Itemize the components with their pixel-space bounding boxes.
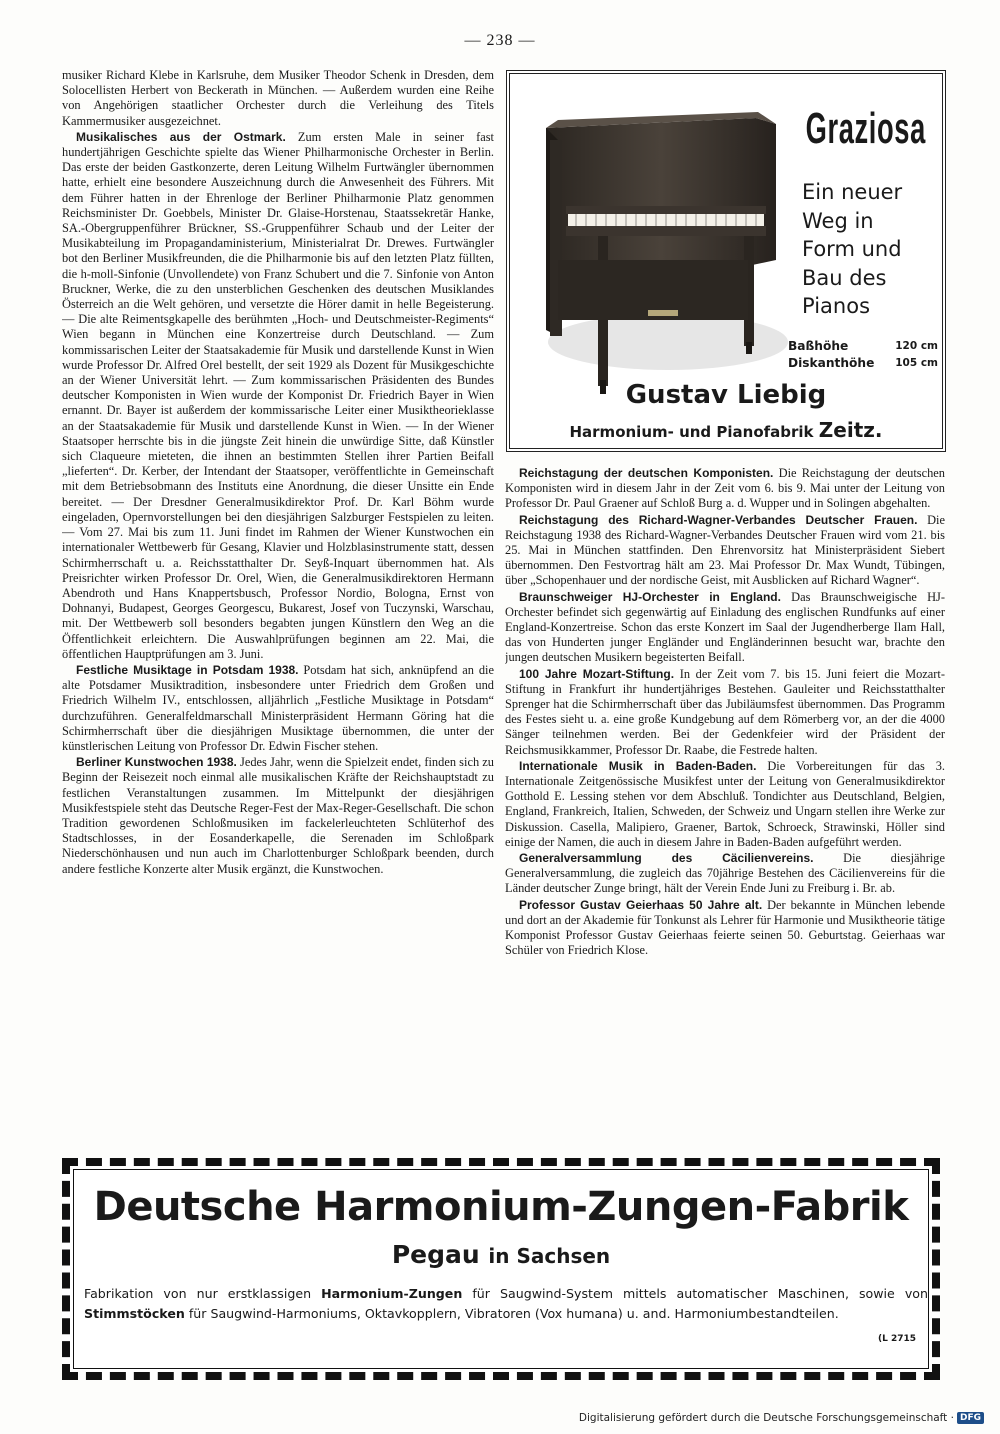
factory-name: Harmonium- und Pianofabrik <box>569 423 814 441</box>
slogan-line: Form und <box>802 237 902 261</box>
article-paragraph <box>505 851 945 897</box>
slogan-line: Weg in <box>802 208 874 233</box>
article-text: Die Reichstagung der deutschen Komponisten wird in diesem Jahr in der Zeit vom 6. bis 9. Mai unter der Leitung von Professor Dr. Paul Graener auf Schloß Burg a. d. Wupper und in Solingen abgehalten. <box>505 466 945 511</box>
factory-line <box>510 418 942 442</box>
article-text: Potsdam hat sich, anknüpfend an die alte Potsdamer Musiktradition, insbesondere unter Friedrich dem Großen und Friedrich Wilhelm IV., entschlossen, alljährlich „Festliche Musiktage in Potsdam“ durchzuführen. Generalfeldmarschall Ministerpräsident Hermann Göring hat die Schirmherrschaft über die diesjährigen Musiktage übernommen, die unter der künstlerischen Leitung von Professor Dr. Edwin Fischer stehen. <box>62 662 494 753</box>
ad-text-segment: für Saugwind-Harmoniums, Oktavkopplern, Vibratoren (Vox humana) u. and. Harmoniumbestandteilen. <box>188 1306 839 1321</box>
ad-slogan <box>802 178 942 321</box>
factory-city: Zeitz. <box>818 418 883 442</box>
article-text: In der Zeit vom 7. bis 15. Juni feiert die Mozart-Stiftung in Frankfurt ihr hundertjähriges Bestehen. Gauleiter und Reichsstatthalter Sprenger hat die Schirmherrschaft über das Jubiläumsfest übernommen. Das Programm des Festes sieht u. a. eine große Kundgebung auf dem Römerberg vor, an der die 4000 Sänger teilnehmen werden. Bei der Gedenkfeier wird der Präsident der Reichsmusikkammer, Professor Dr. Raabe, die Festrede halten. <box>505 666 945 757</box>
article-heading: 100 Jahre Mozart-Stiftung. <box>519 666 675 681</box>
article-paragraph <box>62 130 494 662</box>
article-paragraph <box>505 513 945 589</box>
credit-text: Digitalisierung gefördert durch die Deutsche Forschungsgemeinschaft · <box>578 1412 954 1424</box>
article-text: Zum ersten Male in seiner fast hundertjährigen Geschichte spielte das Wiener Philharmonische Orchester in Berlin. Das erste der beiden Gastkonzerte, deren Leitung Wilhelm Furtwängler übernommen hatte, erhielt eine besondere Auszeichnung durch die Anwesenheit des Führers. Mit dem Führer hatten in der Ehrenloge der Berliner Philharmonie Platz genommen Reichsminister Dr. Goebbels, Minister Dr. Glaise-Horstenau, Staatssekretär Hanke, SA.-Obergruppenführer Brückner, SS.-Gruppenführer Schaub und der Leiter der Musikabteilung im Propagandaministerium, Ministerialrat Dr. Drewes. Furtwängler bot den Berliner Musikfreunden, die die Philharmonie bis auf den letzten Platz füllten, die h-moll-Sinfonie (Unvollendete) von Franz Schubert und die 7. Sinfonie von Anton Bruckner, Werke, die zu den unsterblichen Geschenken des deutschen Musiklandes Österreich an die Welt gehören, und versetzte die Hörer damit in helle Begeisterung. — Die alte Reimentsgkapelle des berühmten „Hoch- und Deutschmeister-Regiments“ Wien begann in München eine Konzertreise durch Deutschland. — Zum kommissarischen Leiter der Staatsakademie für Musik und darstellende Kunst in Wien wurde Professor Dr. Alfred Orel bestellt, der seit 1929 als Dozent für Musikgeschichte an der Wiener Universität lehrt. — Zum kommissarischen Präsidenten des Bundes deutscher Komponisten in Wien wurde der Komponist Dr. Friedrich Bayer in Wien ernannt. Dr. Bayer ist außerdem der kommissarische Leiter einer Musiktheorieklasse an der Staatsakademie für Musik und darstellende Kunst in Wien. — In der Wiener Staatsoper herrschte bis in die jüngste Zeit hinein die unwürdige Sitte, daß Künstler sich Claqueure mieteten, die ihnen an bestimmten Stellen ihrer Partien Beifall „lieferten“. Dr. Kerber, der Intendant der Staatsoper, veröffentlichte in Gemeinschaft mit dem Betriebsobmann des Instituts eine Anordnung, die dieser Unsitte ein Ende bereitet. — Der Dresdner Generalmusikdirektor Prof. Dr. Karl Böhm wurde eingeladen, Opernvorstellungen bei den diesjährigen Salzburger Festspielen zu leiten. — Vom 27. Mai bis zum 11. Juni findet im Rahmen der Wiener Kunstwochen ein internationaler Wettbewerb für Gesang, Klavier und Holzblasinstrumente statt, dessen Schirmherrschaft u. a. Reichsstatthalter Dr. Seyß-Inquart übernommen hat. Als Preisrichter wirken Professor Dr. Orel, Wien, die Generalmusikdirektoren Hermann Abendroth und Hans Knappertsbusch, Professor Nordio, Bologna, Ernst von Dohnanyi, Budapest, Georges Georgescu, Bukarest, Josef von Tuczynski, Warschau, mit. Der Wettbewerb soll besonders begabten jungen Künstlern den Weg an die Öffentlichkeit erleichtern. Die Auswahlprüfungen beginnen am 22. Mai, die öffentlichen Hauptprüfungen am 3. Juni. <box>62 129 494 661</box>
brand-name: Graziosa <box>805 104 926 153</box>
ad-place-suffix: in Sachsen <box>488 1244 611 1268</box>
article-text: musiker Richard Klebe in Karlsruhe, dem Musiker Theodor Schenk in Dresden, dem Solocellisten Herbert von Beckerath in München. — Außerdem wurden eine Reihe von Angehörigen staatlicher Orchester durch die Verleihung des Titels Kammermusiker ausgezeichnet. <box>62 68 494 128</box>
dimension-label: Diskanthöhe <box>788 356 875 370</box>
ad-text-bold: Stimmstöcken <box>84 1306 185 1321</box>
slogan-line: Ein neuer <box>802 180 903 204</box>
dimension-value: 120 cm <box>895 340 938 352</box>
article-paragraph <box>505 466 945 512</box>
digitization-credit <box>579 1412 984 1424</box>
article-heading: Internationale Musik in Baden-Baden. <box>519 758 757 773</box>
piano-dimensions <box>788 338 938 372</box>
article-heading: Professor Gustav Geierhaas 50 Jahre alt. <box>519 897 763 912</box>
article-heading: Musikalisches aus der Ostmark. <box>76 129 286 144</box>
article-text: Die Reichstagung 1938 des Richard-Wagner-Verbandes Deutscher Frauen wird vom 21. bis 25. Mai in München stattfinden. Den Ehrenvorsitz hat Ministerpräsident Siebert übernommen. Den Festvortrag hält am 23. Mai Professor Dr. Max Wundt, Tübingen, über „Schopenhauer und der nordische Geist, mit Ausblicken auf Richard Wagner“. <box>505 512 945 588</box>
maker-name: Gustav Liebig <box>625 380 827 410</box>
slogan-line: Bau des <box>802 265 887 290</box>
ad-text-segment: Fabrikation von nur erstklassigen <box>84 1286 312 1301</box>
piano-illustration <box>528 110 798 410</box>
dimension-value: 105 cm <box>895 357 938 369</box>
article-paragraph <box>505 898 945 959</box>
article-paragraph <box>62 68 494 129</box>
dimension-row <box>788 338 938 355</box>
page-number: — 238 — <box>464 32 536 49</box>
dfg-logo-icon: DFG <box>957 1412 984 1424</box>
article-paragraph <box>505 759 945 850</box>
ad-place: Pegau <box>391 1240 480 1269</box>
right-column <box>505 466 945 1146</box>
ad-text-segment: für Saugwind-System mittels automatischer Maschinen, sowie von <box>472 1286 928 1301</box>
ad-text-bold: Harmonium-Zungen <box>321 1286 463 1301</box>
ad-reference: (L 2715 <box>877 1334 916 1344</box>
article-heading: Generalversammlung des Cäcilienvereins. <box>519 851 814 866</box>
article-text: Das Braunschweigische HJ-Orchester befindet sich gegenwärtig auf Einladung des englischen Rundfunks auf einer England-Konzertreise. Schon das erste Konzert im Saal der Jugendherberge Ilam Hall, das von Hunderten junger Engländer und Engländerinnen besucht war, brachte den jungen deutschen Musikern begeisterten Beifall. <box>505 589 945 665</box>
dimension-label: Baßhöhe <box>788 339 849 353</box>
article-heading: Festliche Musiktage in Potsdam 1938. <box>76 662 299 677</box>
ad-location <box>74 1240 928 1269</box>
slogan-line: Pianos <box>802 294 871 318</box>
ad-inner-frame <box>73 1169 929 1369</box>
article-heading: Berliner Kunstwochen 1938. <box>76 755 237 770</box>
article-heading: Reichstagung der deutschen Komponisten. <box>519 466 774 480</box>
article-paragraph <box>505 590 945 666</box>
article-text: Der bekannte in München lebende und dort an der Akademie für Tonkunst als Lehrer für Harmonie und Musiktheorie tätige Komponist Professor Gustav Geierhaas feierte seinen 50. Geburtstag. Geierhaas war Schüler von Friedrich Klose. <box>505 897 945 958</box>
harmonium-advertisement <box>62 1158 940 1380</box>
dimension-row <box>788 355 938 372</box>
article-paragraph <box>62 755 494 877</box>
left-column <box>62 68 494 1146</box>
article-heading: Reichstagung des Richard-Wagner-Verbandes Deutscher Frauen. <box>519 512 918 527</box>
article-text: Die diesjährige Generalversammlung, die zugleich das 70jährige Bestehen des Cäcilienvereins für die Länder deutscher Zunge bringt, hält der Verein Ende Juni zu Freiburg i. Br. ab. <box>505 851 945 896</box>
article-paragraph <box>505 667 945 758</box>
ad-title: Deutsche Harmonium-Zungen-Fabrik <box>93 1184 909 1230</box>
ad-body-text <box>84 1284 928 1324</box>
article-text: Die Vorbereitungen für das 3. Internationale Zeitgenössische Musikfest unter der Leitung von Generalmusikdirektor Gotthold E. Lessing stehen vor dem Abschluß. Tondichter aus Deutschland, Belgien, England, Frankreich, Italien, Schweden, der Schweiz und Ungarn stellen ihre Werke zur Diskussion. Casella, Malipiero, Graener, Bartok, Schroeck, Strawinski, Höller sind einige der Namen, die auch in diesem Jahre in Baden-Baden aufgeführt werden. <box>505 758 945 849</box>
piano-advertisement <box>506 70 946 452</box>
article-paragraph <box>62 663 494 754</box>
article-heading: Braunschweiger HJ-Orchester in England. <box>519 589 781 604</box>
article-text: Jedes Jahr, wenn die Spielzeit endet, finden sich zu Beginn der Reisezeit noch einmal alle musikalischen Kräfte der Reichshauptstadt zu festlichen Veranstaltungen zusammen. Im Mittelpunkt der diesjährigen Musikfestspiele steht das Deutsche Reger-Fest der Max-Reger-Gesellschaft. Die schon Tradition gewordenen Schloßmusiken im fackelerleuchteten Schlüterhof des Stadtschlosses, in der Eosanderkapelle, die Serenaden im Schloßpark Niederschönhausen und nun auch im Charlottenburger Schloßpark beenden, durch andere festliche Konzerte alter Musik ergänzt, die Kunstwochen. <box>62 755 494 876</box>
